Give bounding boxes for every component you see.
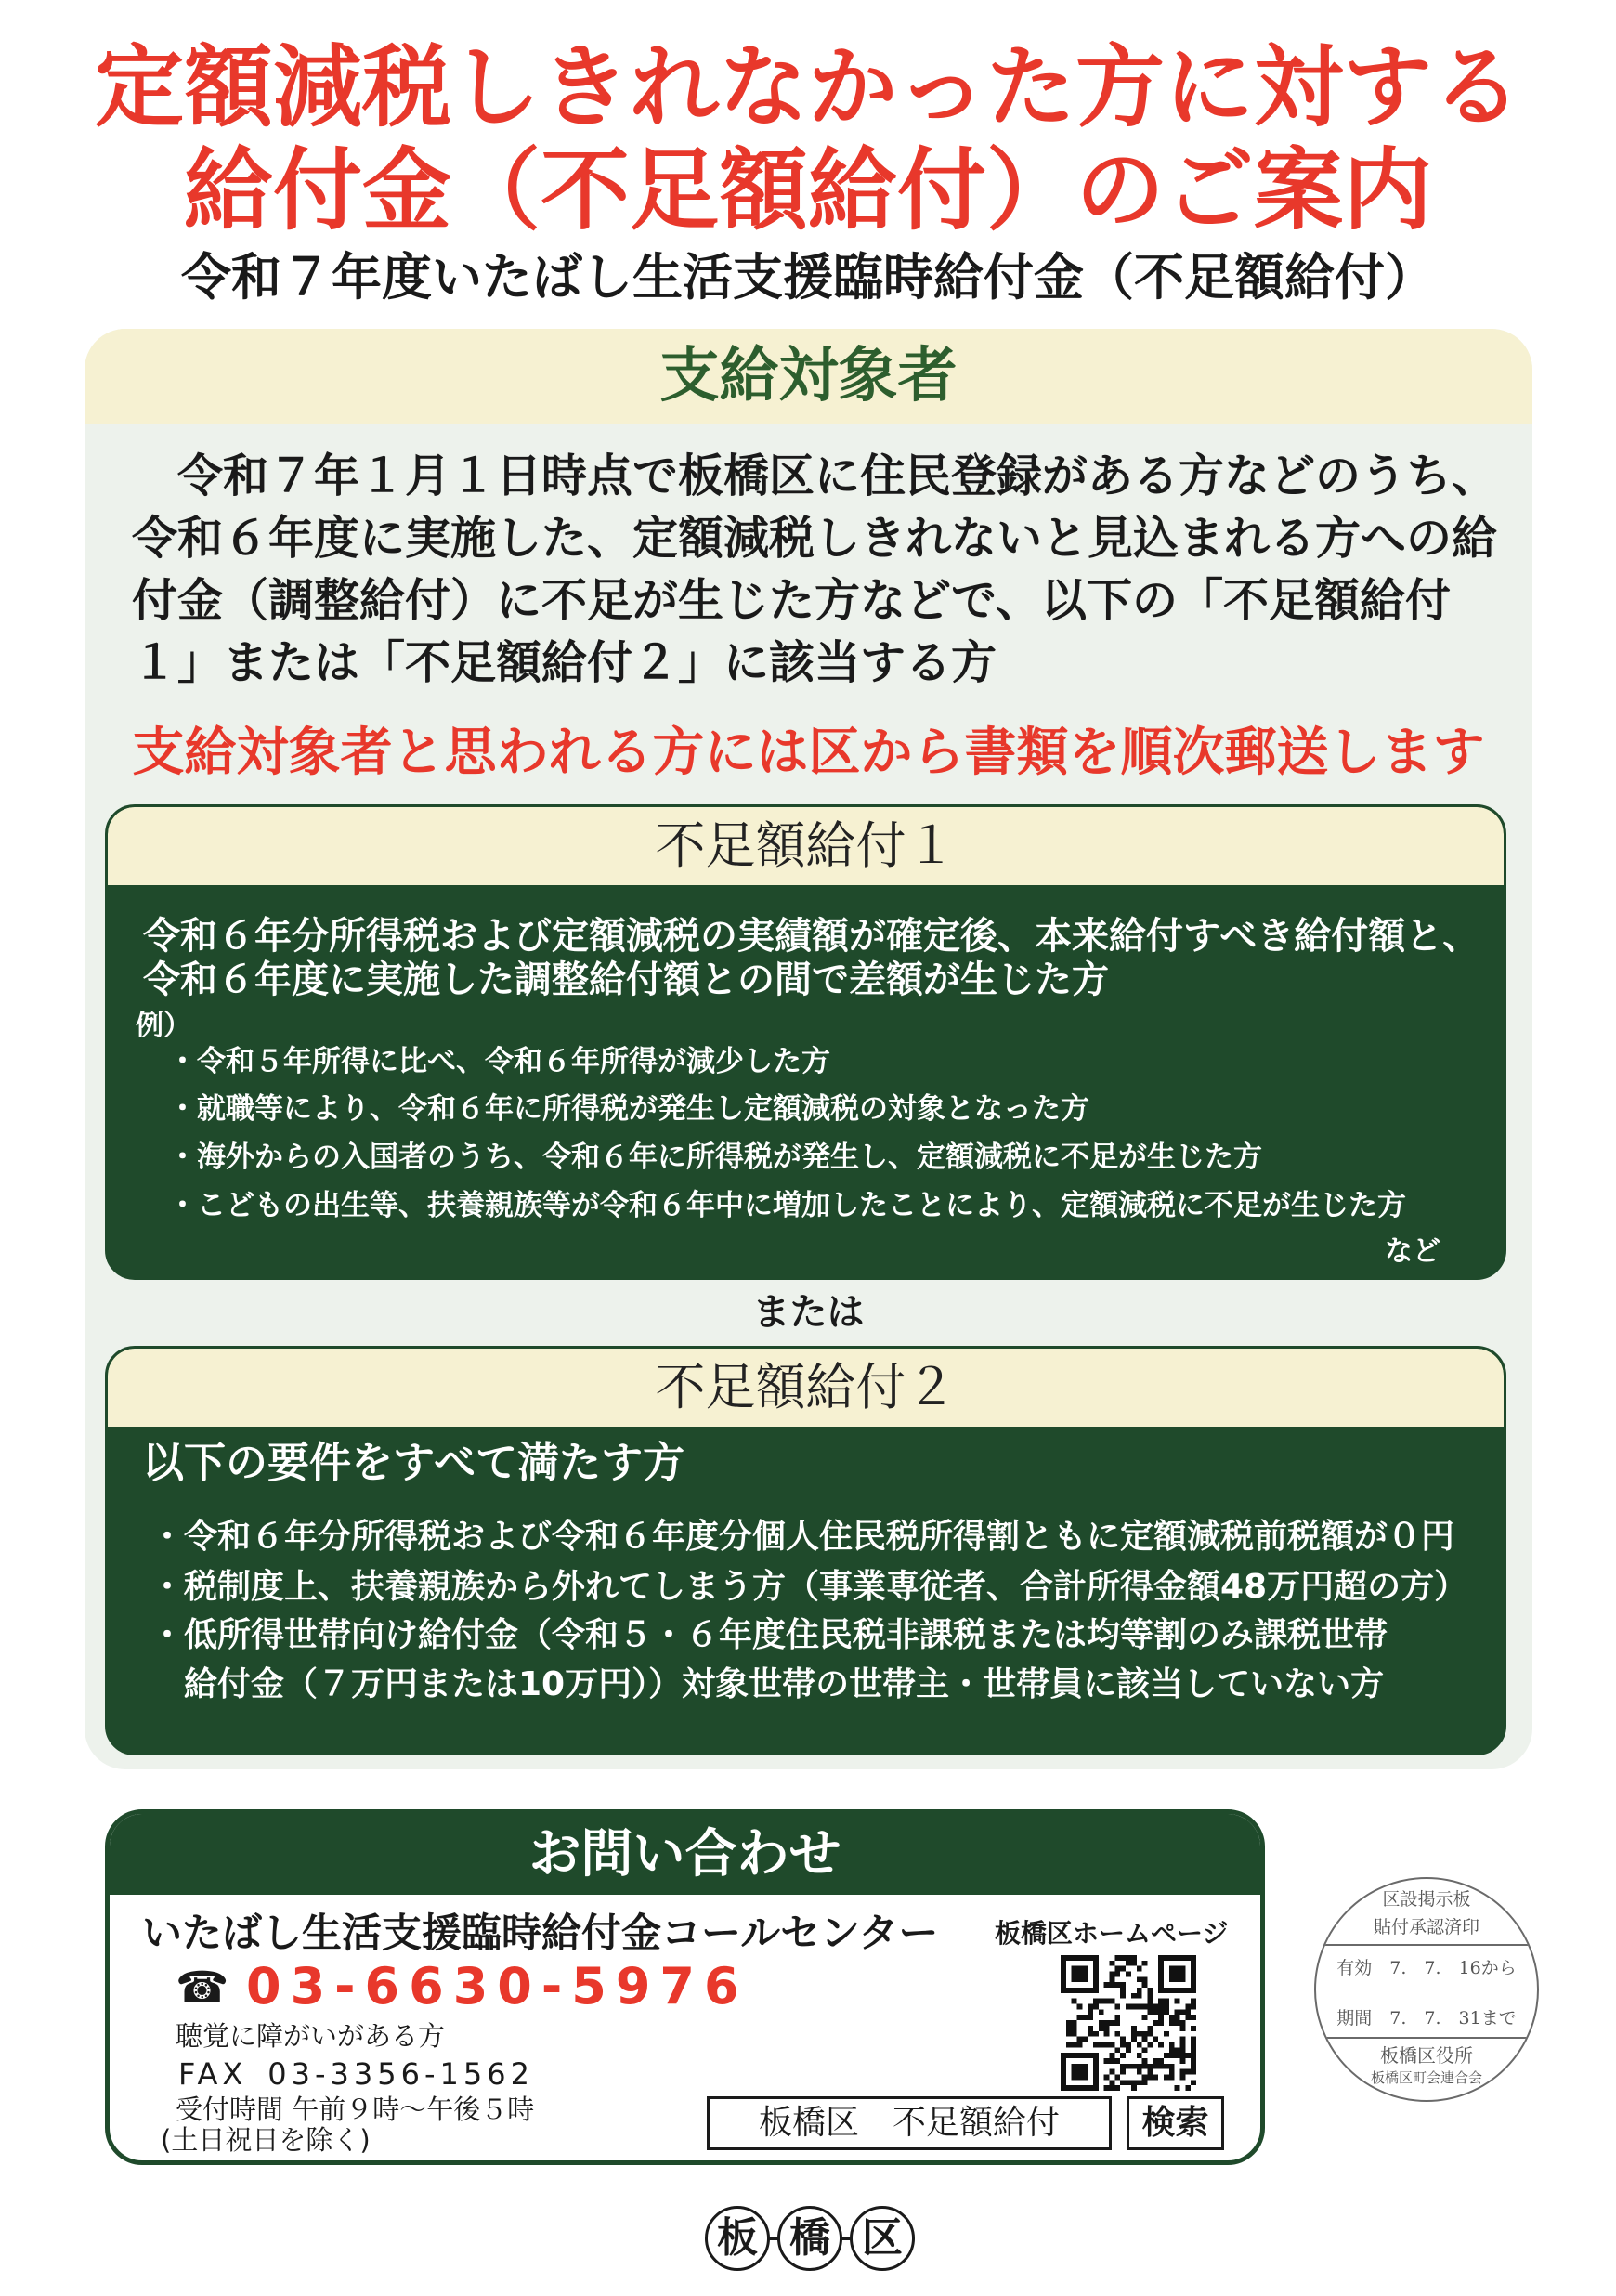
phone-icon — [176, 1957, 228, 2016]
eligibility-line: 令和６年度に実施した、定額減税しきれないと見込まれる方への給 — [132, 512, 1498, 565]
eligibility-line: 付金（調整給付）に不足が生じた方などで、以下の「不足額給付 — [132, 574, 1452, 627]
etc-label: など — [1385, 1235, 1440, 1268]
contact-box — [105, 1809, 1265, 2165]
stamp-valid-until: 期間 7. 7. 31まで — [1336, 2008, 1517, 2029]
eligibility-line: １」または「不足額給付２」に該当する方 — [132, 636, 997, 689]
logo-char: 橋 — [777, 2206, 842, 2271]
stamp-issuer: 板橋区役所 — [1380, 2044, 1473, 2067]
phone-number: 03-6630-5976 — [246, 1957, 749, 2016]
benefit-1-box — [105, 804, 1506, 1280]
search-keywords-box: 板橋区 不足額給付 — [707, 2096, 1112, 2150]
search-button: 検索 — [1127, 2096, 1224, 2150]
benefit-2-heading: 不足額給付２ — [108, 1349, 1504, 1427]
benefit-2-box — [105, 1346, 1506, 1755]
eligibility-description — [132, 445, 1497, 694]
fax-row — [178, 2056, 534, 2092]
homepage-label: 板橋区ホームページ — [995, 1918, 1229, 1949]
benefit-1-heading: 不足額給付１ — [108, 807, 1504, 885]
stamp-divider — [1316, 1944, 1537, 1946]
title-line-2: 給付金（不足額給付）のご案内 — [184, 138, 1432, 242]
eligibility-line: 令和７年１月１日時点で板橋区に住民登録がある方などのうち、 — [177, 450, 1498, 502]
contact-heading: お問い合わせ — [110, 1814, 1260, 1895]
call-center-name: いたばし生活支援臨時給付金コールセンター — [142, 1911, 939, 1957]
benefit-2-intro: 以下の要件をすべて満たす方 — [142, 1438, 685, 1487]
qr-code-icon — [1061, 1955, 1196, 2091]
office-hours-note: (土日祝日を除く) — [161, 2124, 371, 2156]
subtitle: 令和７年度いたばし生活支援臨時給付金（不足額給付） — [181, 248, 1435, 307]
mailing-notice: 支給対象者と思われる方には区から書類を順次郵送します — [132, 723, 1485, 783]
stamp-valid-from: 有効 7. 7. 16から — [1336, 1958, 1517, 1978]
requirement-item: ・令和６年分所得税および令和６年度分個人住民税所得割ともに定額減税前税額が０円 — [150, 1518, 1455, 1556]
example-item: ・就職等により、令和６年に所得税が発生し定額減税の対象となった方 — [168, 1092, 1089, 1126]
office-hours: 受付時間 午前９時～午後５時 — [176, 2094, 535, 2125]
benefit-1-description-line: 令和６年分所得税および定額減税の実績額が確定後、本来給付すべき給付額と、 — [143, 915, 1480, 958]
stamp-divider — [1316, 2037, 1537, 2039]
example-item: ・こどもの出生等、扶養親族等が令和６年中に増加したことにより、定額減税に不足が生じた方 — [168, 1189, 1406, 1222]
requirement-item: ・税制度上、扶養親族から外れてしまう方（事業専従者、合計所得金額48万円超の方） — [150, 1568, 1468, 1606]
requirement-item-continued: 給付金（７万円または10万円））対象世帯の世帯主・世帯員に該当していない方 — [184, 1665, 1385, 1703]
benefit-1-description-line: 令和６年度に実施した調整給付額との間で差額が生じた方 — [143, 959, 1109, 1001]
requirement-item: ・低所得世帯向け給付金（令和５・６年度住民税非課税または均等割のみ課税世帯 — [150, 1616, 1388, 1654]
example-item: ・令和５年所得に比べ、令和６年所得が減少した方 — [168, 1045, 830, 1078]
hearing-impaired-label: 聴覚に障がいがある方 — [176, 2020, 446, 2052]
stamp-subtitle: 貼付承認済印 — [1373, 1917, 1479, 1937]
itabashi-logo — [702, 2203, 918, 2274]
eligibility-heading: 支給対象者 — [85, 329, 1532, 424]
or-label: または — [752, 1291, 865, 1334]
example-label: 例） — [136, 1010, 191, 1042]
fax-number: 03-3356-1562 — [267, 2056, 534, 2092]
title-line-1: 定額減税しきれなかった方に対する — [95, 35, 1521, 139]
eligibility-panel — [85, 329, 1532, 1769]
logo-char: 区 — [850, 2206, 915, 2271]
stamp-title: 区設掲示板 — [1382, 1889, 1471, 1910]
fax-label: FAX — [178, 2056, 248, 2092]
stamp-co-issuer: 板橋区町会連合会 — [1370, 2069, 1482, 2086]
logo-char: 板 — [705, 2206, 770, 2271]
example-item: ・海外からの入国者のうち、令和６年に所得税が発生し、定額減税に不足が生じた方 — [168, 1141, 1262, 1174]
approval-stamp — [1314, 1877, 1539, 2102]
